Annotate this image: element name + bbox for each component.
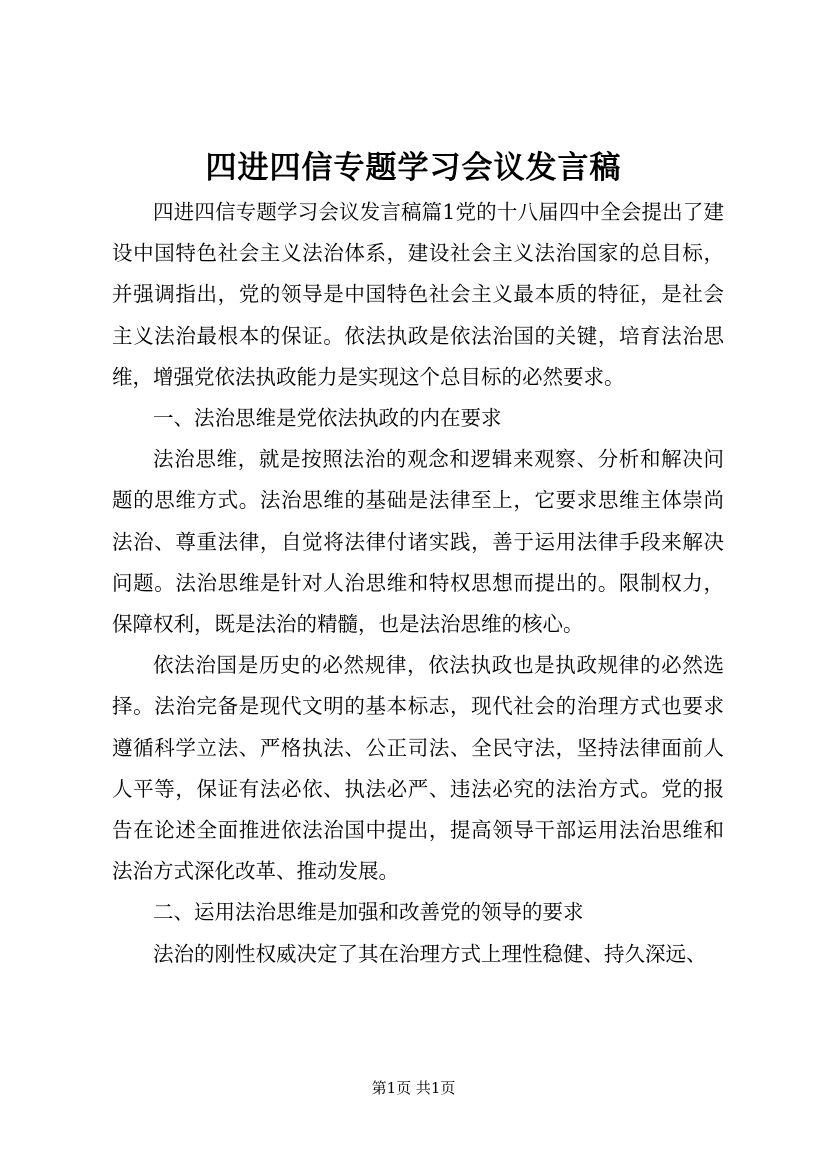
- section-heading-2: 二、运用法治思维是加强和改善党的领导的要求: [153, 900, 584, 925]
- page-footer: 第1页 共1页: [371, 1079, 456, 1097]
- document-body: [112, 192, 724, 975]
- paragraph-rule-of-law: 依法治国是历史的必然规律，依法执政也是执政规律的必然选择。法治完备是现代文明的基本标志，现代社会的治理方式也要求遵循科学立法、严格执法、公正司法、全民守法，坚持法律面前人人平等，保证有法必依、执法必严、违法必究的法治方式。党的报告在论述全面推进依法治国中提出，提高领导干部运用法治思维和法治方式深化改革、推动发展。: [112, 653, 724, 884]
- paragraph-legal-thinking: 法治思维，就是按照法治的观念和逻辑来观察、分析和解决问题的思维方式。法治思维的基础是法律至上，它要求思维主体崇尚法治、尊重法律，自觉将法律付诸实践，善于运用法律手段来解决问题。法治思维是针对人治思维和特权思想而提出的。限制权力，保障权利，既是法治的精髓，也是法治思维的核心。: [112, 447, 724, 637]
- paragraph-intro: 四进四信专题学习会议发言稿篇1党的十八届四中全会提出了建设中国特色社会主义法治体系，建设社会主义法治国家的总目标，并强调指出，党的领导是中国特色社会主义最本质的特征，是社会主义法治最根本的保证。依法执政是依法治国的关键，培育法治思维，增强党依法执政能力是实现这个总目标的必然要求。: [112, 200, 724, 389]
- section-heading-1: 一、法治思维是党依法执政的内在要求: [153, 406, 502, 431]
- paragraph-authority: 法治的刚性权威决定了其在治理方式上理性稳健、持久深远、: [153, 941, 707, 966]
- page-title: 四进四信专题学习会议发言稿: [205, 150, 622, 186]
